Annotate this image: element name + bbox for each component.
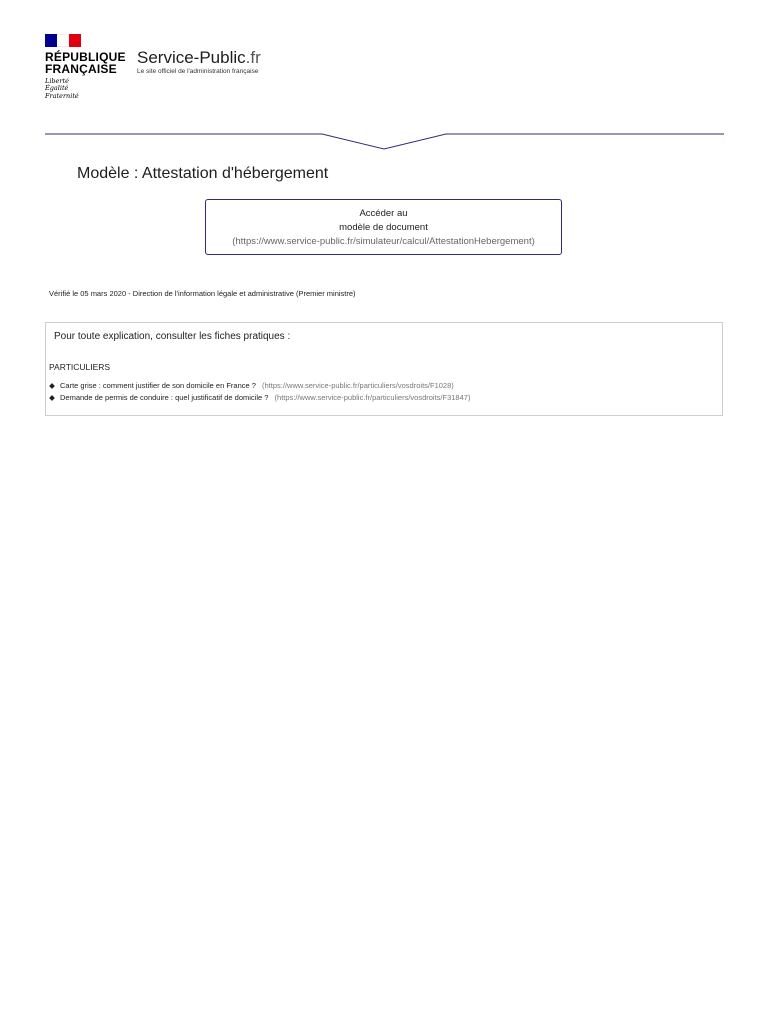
service-public-logo[interactable]: Service-Public.fr bbox=[137, 48, 261, 67]
link-url: (https://www.service-public.fr/particuliers/vosdroits/F31847) bbox=[274, 393, 471, 402]
access-line-1: Accéder au bbox=[359, 208, 408, 219]
verified-date: Vérifié le 05 mars 2020 - Direction de l'information légale et administrative (Premier ministre) bbox=[49, 289, 356, 298]
french-flag-logo bbox=[45, 34, 81, 47]
list-item[interactable] bbox=[50, 380, 470, 392]
header-divider bbox=[45, 133, 724, 153]
explanation-box bbox=[45, 322, 723, 416]
bullet-icon bbox=[49, 395, 55, 401]
access-url: (https://www.service-public.fr/simulateur/calcul/AttestationHebergement) bbox=[232, 236, 535, 247]
link-label: Demande de permis de conduire : quel justificatif de domicile ? bbox=[60, 393, 269, 402]
fiche-links bbox=[50, 380, 470, 404]
site-tagline: Le site officiel de l'administration française bbox=[137, 68, 259, 75]
explanation-title: Pour toute explication, consulter les fiches pratiques : bbox=[54, 331, 291, 342]
bullet-icon bbox=[49, 383, 55, 389]
page-title: Modèle : Attestation d'hébergement bbox=[77, 165, 329, 182]
access-model-link[interactable] bbox=[205, 199, 562, 255]
access-line-2: modèle de document bbox=[339, 222, 428, 233]
link-url: (https://www.service-public.fr/particuliers/vosdroits/F1028) bbox=[262, 381, 454, 390]
republique-francaise-wordmark: RÉPUBLIQUE FRANÇAISE bbox=[45, 50, 126, 76]
category-label: PARTICULIERS bbox=[49, 362, 111, 372]
site-header bbox=[45, 34, 725, 104]
link-label: Carte grise : comment justifier de son domicile en France ? bbox=[60, 381, 256, 390]
republic-motto: Liberté Égalité Fraternité bbox=[45, 77, 79, 100]
list-item[interactable] bbox=[50, 392, 470, 404]
